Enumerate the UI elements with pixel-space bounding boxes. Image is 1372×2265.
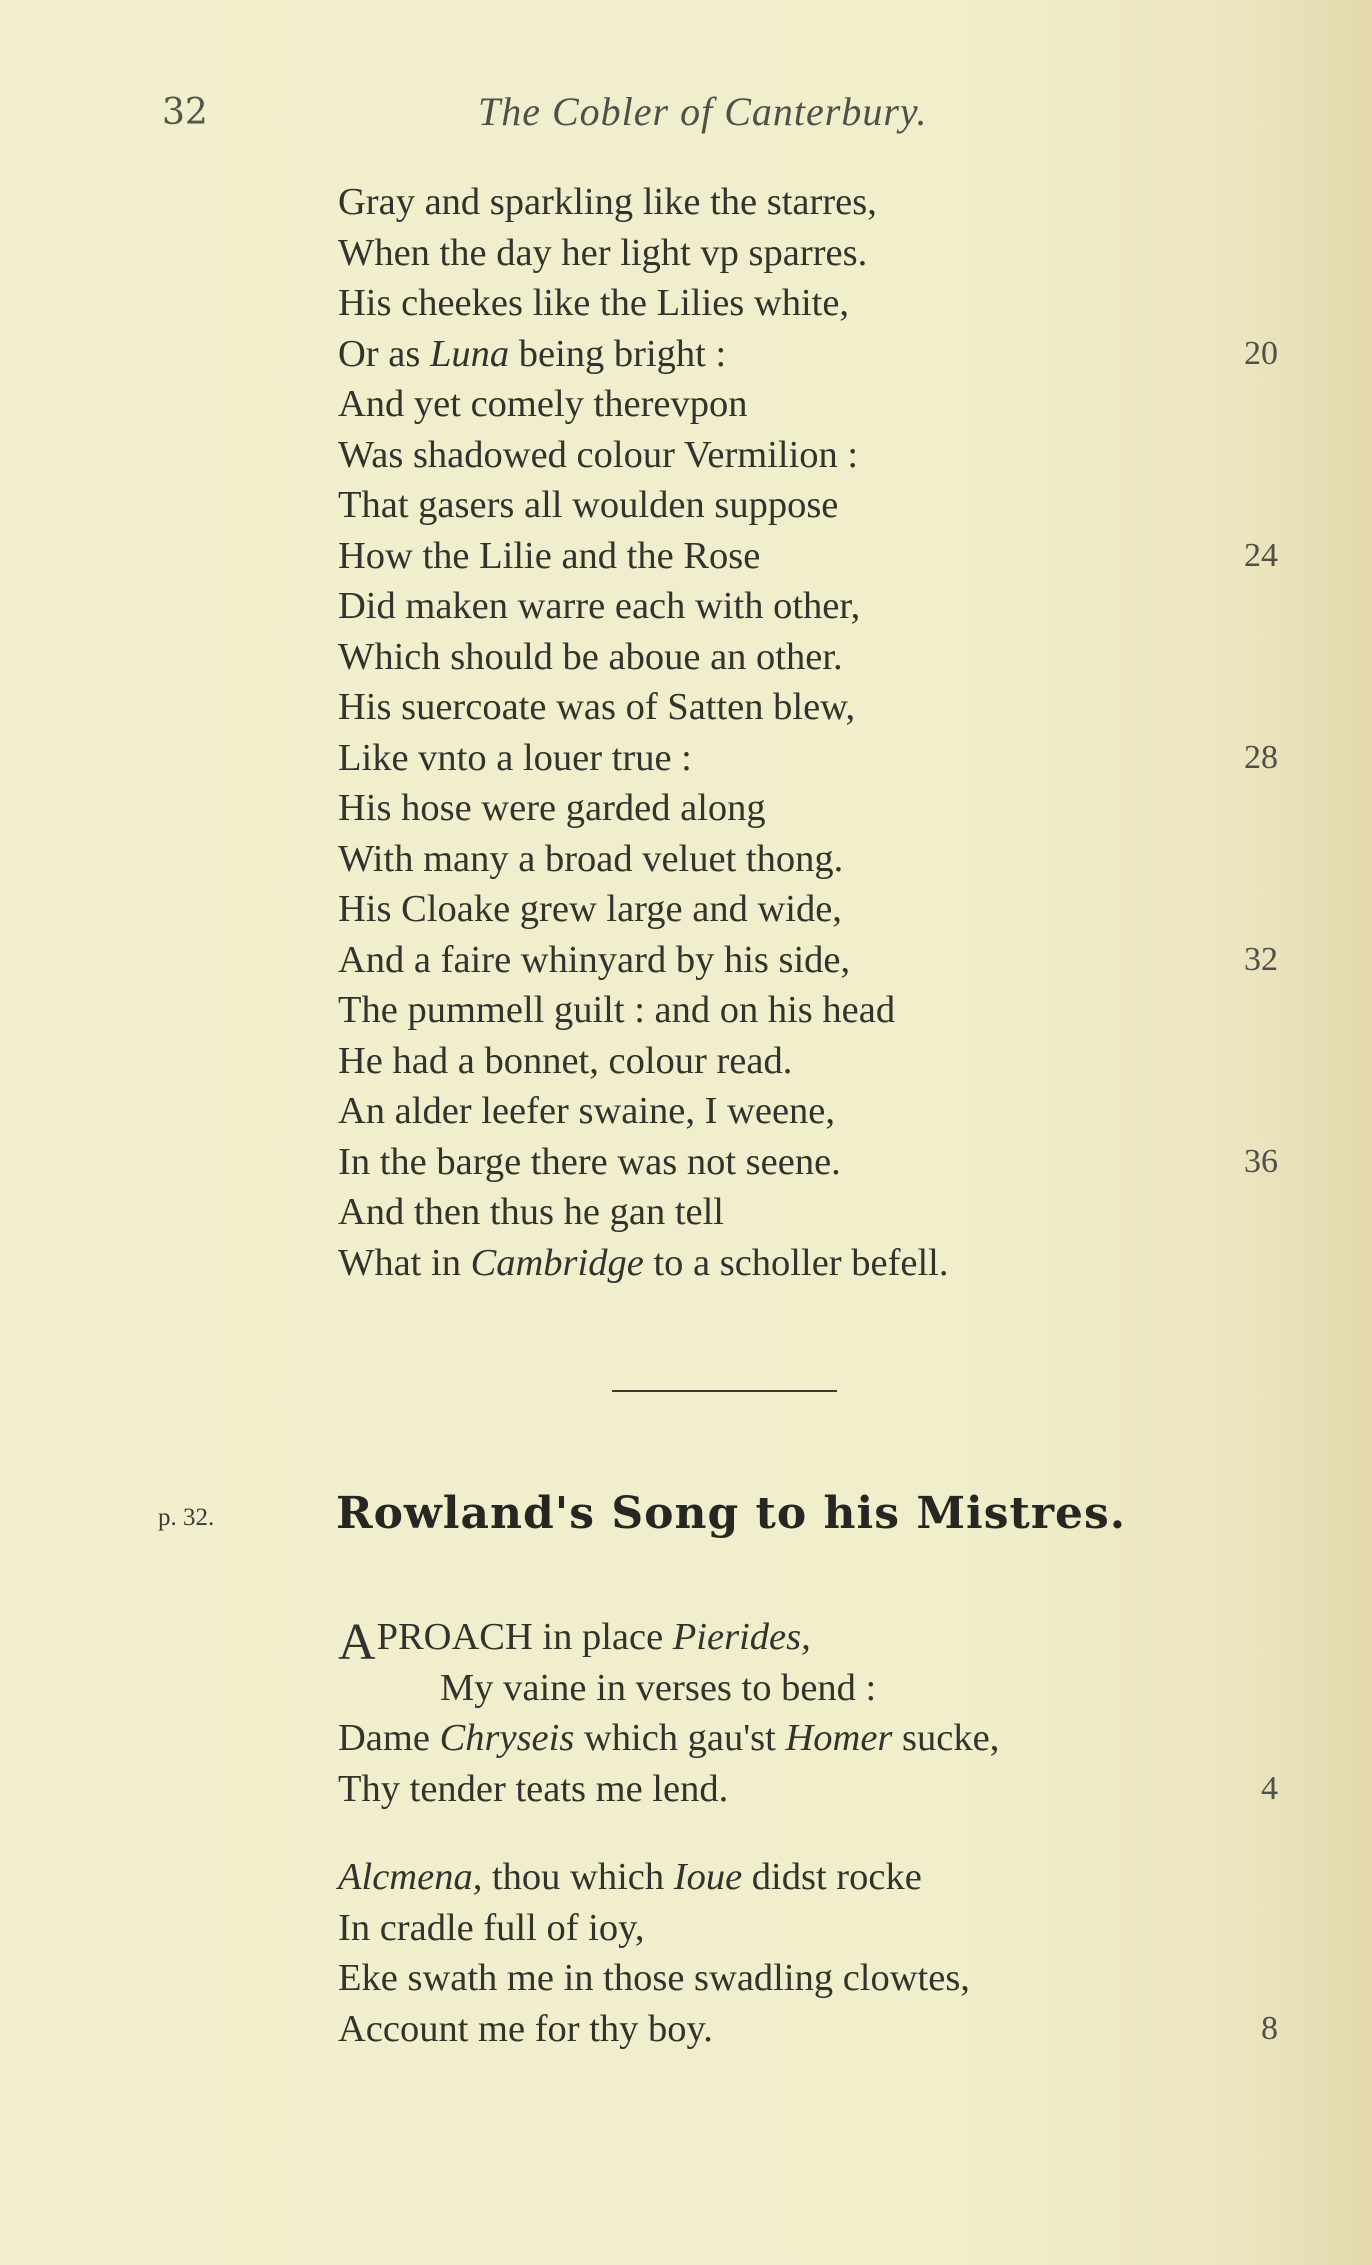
stanza-2 — [338, 1852, 1278, 2054]
verse-line: How the Lilie and the Rose 24 — [338, 531, 1278, 582]
verse-line: APROACH in place Pierides, — [338, 1614, 811, 1671]
verse-block-1 — [338, 177, 1278, 1288]
page-number: 32 — [162, 92, 208, 133]
verse-line: When the day her light vp sparres. — [338, 231, 868, 274]
verse-line: His hose were garded along — [338, 787, 766, 829]
verse-line: In the barge there was not seene. 36 — [338, 1137, 1278, 1188]
verse-line: The pummell guilt : and on his head — [338, 989, 896, 1031]
line-number: 24 — [1244, 536, 1278, 574]
verse-line: His Cloake grew large and wide, — [338, 888, 842, 930]
section-divider — [612, 1390, 837, 1392]
verse-line: Was shadowed colour Vermilion : — [338, 433, 859, 476]
verse-line: And yet comely therevpon — [338, 383, 748, 425]
verse-line: In cradle full of ioy, — [338, 1906, 645, 1949]
line-number: 8 — [1261, 2009, 1278, 2047]
verse-line: Did maken warre each with other, — [338, 585, 861, 627]
running-title: The Cobler of Canterbury. — [478, 89, 928, 134]
verse-line: Gray and sparkling like the starres, — [338, 181, 877, 223]
running-head — [0, 84, 1372, 140]
verse-line: Eke swath me in those swadling clowtes, — [338, 1957, 970, 1999]
verse-line: His cheekes like the Lilies white, — [338, 282, 850, 324]
verse-line: Dame Chryseis which gau'st Homer sucke, — [338, 1717, 1000, 1759]
verse-line: Account me for thy boy. 8 — [338, 2004, 1278, 2055]
verse-line: Alcmena, thou which Ioue didst rocke — [338, 1856, 922, 1898]
verse-line: His suercoate was of Satten blew, — [338, 686, 856, 728]
song-title: Rowland's Song to his Mistres. — [336, 1488, 1127, 1539]
line-number: 28 — [1244, 738, 1278, 776]
verse-line: Like vnto a louer true : 28 — [338, 733, 1278, 784]
stanza-1 — [338, 1612, 1278, 1814]
line-number: 32 — [1244, 940, 1278, 978]
verse-line: What in Cambridge to a scholler befell. — [338, 1241, 949, 1284]
verse-line: Which should be aboue an other. — [338, 635, 843, 678]
margin-note: p. 32. — [158, 1504, 215, 1531]
line-number: 20 — [1244, 334, 1278, 372]
line-number: 36 — [1244, 1142, 1278, 1180]
verse-line: My vaine in verses to bend : — [440, 1666, 877, 1709]
verse-line: Thy tender teats me lend. 4 — [338, 1764, 1278, 1815]
verse-line: And then thus he gan tell — [338, 1191, 724, 1233]
verse-line: An alder leefer swaine, I weene, — [338, 1090, 836, 1132]
verse-line: And a faire whinyard by his side, 32 — [338, 935, 1278, 986]
verse-line: With many a broad veluet thong. — [338, 837, 844, 880]
verse-line: That gasers all woulden suppose — [338, 484, 839, 526]
verse-line: Or as Luna being bright : 20 — [338, 329, 1278, 380]
line-number: 4 — [1261, 1769, 1278, 1807]
drop-cap: A — [338, 1614, 376, 1671]
verse-line: He had a bonnet, colour read. — [338, 1039, 793, 1082]
